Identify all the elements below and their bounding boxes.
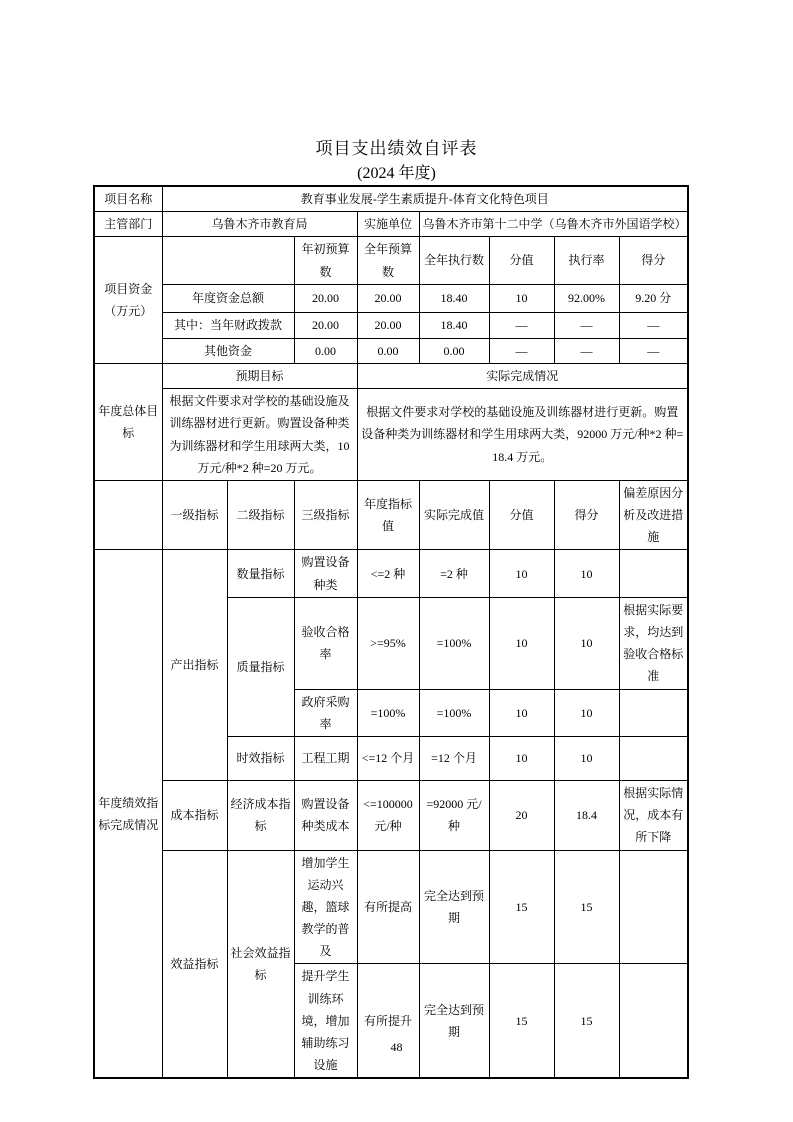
indicator-target: <=12 个月	[357, 736, 419, 780]
funds-other-annual: 0.00	[357, 338, 419, 363]
expected-goal-header: 预期目标	[162, 363, 357, 388]
page-title: 项目支出绩效自评表	[315, 139, 478, 158]
indicator-level1-cost: 成本指标	[162, 780, 227, 850]
funds-row-label: 项目资金（万元）	[94, 237, 162, 364]
funds-fiscal-label: 其中：当年财政拨款	[162, 312, 294, 338]
table-row	[94, 850, 688, 964]
indicator-target: <=2 种	[357, 550, 419, 597]
indicator-level3-training-environment: 提升学生训练环境，增加辅助练习设施	[294, 964, 357, 1078]
indicator-level2-quantity: 数量指标	[227, 550, 294, 597]
table-row	[94, 550, 688, 597]
indicator-actual: =100%	[419, 689, 489, 736]
indicator-actual: =92000 元/种	[419, 780, 489, 850]
impl-unit-label: 实施单位	[357, 212, 419, 237]
indicator-remark: 根据实际要求，均达到验收合格标准	[619, 597, 688, 689]
funds-other-exec-rate: —	[554, 338, 619, 363]
expected-goal-text: 根据文件要求对学校的基础设施及训练器材进行更新。购置设备种类为训练器材和学生用球两大类，10 万元/种*2 种=20 万元。	[162, 389, 357, 481]
indicator-score-max: 20	[489, 780, 554, 850]
table-row	[94, 338, 688, 363]
indicator-score-max: 10	[489, 550, 554, 597]
indicator-level3-project-duration: 工程工期	[294, 736, 357, 780]
indicator-level2-quality: 质量指标	[227, 597, 294, 736]
table-row	[94, 389, 688, 481]
indicator-actual: =100%	[419, 597, 489, 689]
dept-value: 乌鲁木齐市教育局	[162, 212, 357, 237]
indicator-level3-equipment-cost: 购置设备种类成本	[294, 780, 357, 850]
funds-total-score: 9.20 分	[619, 284, 688, 312]
indicator-actual: =2 种	[419, 550, 489, 597]
table-row	[94, 186, 688, 212]
project-name-value: 教育事业发展-学生素质提升-体育文化特色项目	[162, 186, 688, 212]
indicator-header-level3: 三级指标	[294, 480, 357, 550]
indicator-score: 10	[554, 736, 619, 780]
funds-col-header-initial-budget: 年初预算数	[294, 237, 357, 284]
table-row	[94, 284, 688, 312]
indicator-target: <=100000 元/种	[357, 780, 419, 850]
page-subtitle: (2024 年度)	[357, 165, 436, 182]
indicator-remark	[619, 689, 688, 736]
funds-fiscal-executed: 18.40	[419, 312, 489, 338]
funds-total-score-max: 10	[489, 284, 554, 312]
impl-unit-value: 乌鲁木齐市第十二中学（乌鲁木齐市外国语学校）	[419, 212, 688, 237]
indicator-score-max: 10	[489, 736, 554, 780]
indicator-remark	[619, 550, 688, 597]
funds-col-header-exec-rate: 执行率	[554, 237, 619, 284]
indicator-remark	[619, 736, 688, 780]
funds-fiscal-score-max: —	[489, 312, 554, 338]
table-row	[94, 312, 688, 338]
indicator-score: 15	[554, 850, 619, 964]
indicator-level3-procurement-rate: 政府采购率	[294, 689, 357, 736]
indicator-header-level1: 一级指标	[162, 480, 227, 550]
indicator-score: 10	[554, 597, 619, 689]
funds-total-executed: 18.40	[419, 284, 489, 312]
table-row	[94, 363, 688, 388]
funds-other-executed: 0.00	[419, 338, 489, 363]
indicator-score-max: 10	[489, 689, 554, 736]
indicator-blank-cell	[94, 480, 162, 550]
funds-total-annual: 20.00	[357, 284, 419, 312]
funds-other-score: —	[619, 338, 688, 363]
dept-label: 主管部门	[94, 212, 162, 237]
funds-blank-cell	[162, 237, 294, 284]
project-name-label: 项目名称	[94, 186, 162, 212]
actual-completion-header: 实际完成情况	[357, 363, 688, 388]
funds-total-initial: 20.00	[294, 284, 357, 312]
indicator-level2-social-benefit: 社会效益指标	[227, 850, 294, 1078]
indicator-level3-acceptance-rate: 验收合格率	[294, 597, 357, 689]
indicators-row-label: 年度绩效指标完成情况	[94, 550, 162, 1078]
table-row	[94, 237, 688, 284]
indicator-actual: 完全达到预期	[419, 850, 489, 964]
indicator-score: 10	[554, 550, 619, 597]
funds-col-header-annual-budget: 全年预算数	[357, 237, 419, 284]
funds-fiscal-annual: 20.00	[357, 312, 419, 338]
indicator-target: 有所提升	[357, 964, 419, 1078]
indicator-level2-economic-cost: 经济成本指标	[227, 780, 294, 850]
indicator-score-max: 15	[489, 850, 554, 964]
indicator-actual: =12 个月	[419, 736, 489, 780]
funds-other-score-max: —	[489, 338, 554, 363]
indicator-level3-sports-interest: 增加学生运动兴趣，篮球教学的普及	[294, 850, 357, 964]
funds-total-label: 年度资金总额	[162, 284, 294, 312]
funds-col-header-executed: 全年执行数	[419, 237, 489, 284]
funds-fiscal-score: —	[619, 312, 688, 338]
funds-other-initial: 0.00	[294, 338, 357, 363]
indicator-header-score: 得分	[554, 480, 619, 550]
indicator-level1-benefit: 效益指标	[162, 850, 227, 1078]
indicator-score-max: 15	[489, 964, 554, 1078]
funds-fiscal-exec-rate: —	[554, 312, 619, 338]
indicator-score: 15	[554, 964, 619, 1078]
indicator-score: 10	[554, 689, 619, 736]
table-row	[94, 780, 688, 850]
funds-total-exec-rate: 92.00%	[554, 284, 619, 312]
annual-goal-row-label: 年度总体目标	[94, 363, 162, 480]
indicator-remark: 根据实际情况，成本有所下降	[619, 780, 688, 850]
table-row	[94, 480, 688, 550]
page-number: 48	[390, 1040, 403, 1054]
funds-col-header-score: 得分	[619, 237, 688, 284]
funds-col-header-score-max: 分值	[489, 237, 554, 284]
indicator-level3-equipment-types: 购置设备种类	[294, 550, 357, 597]
indicator-score: 18.4	[554, 780, 619, 850]
indicator-remark	[619, 850, 688, 964]
table-row	[94, 212, 688, 237]
funds-fiscal-initial: 20.00	[294, 312, 357, 338]
performance-self-evaluation-table	[93, 185, 689, 1079]
indicator-header-level2: 二级指标	[227, 480, 294, 550]
indicator-target: 有所提高	[357, 850, 419, 964]
funds-other-label: 其他资金	[162, 338, 294, 363]
indicator-level2-timeliness: 时效指标	[227, 736, 294, 780]
actual-completion-text: 根据文件要求对学校的基础设施及训练器材进行更新。购置设备种类为训练器材和学生用球两大类，92000 万元/种*2 种=18.4 万元。	[357, 389, 688, 481]
indicator-level1-output: 产出指标	[162, 550, 227, 781]
indicator-header-target: 年度指标值	[357, 480, 419, 550]
indicator-target: >=95%	[357, 597, 419, 689]
indicator-actual: 完全达到预期	[419, 964, 489, 1078]
indicator-score-max: 10	[489, 597, 554, 689]
indicator-header-actual: 实际完成值	[419, 480, 489, 550]
indicator-header-remark: 偏差原因分析及改进措施	[619, 480, 688, 550]
indicator-header-score-max: 分值	[489, 480, 554, 550]
indicator-target: =100%	[357, 689, 419, 736]
indicator-remark	[619, 964, 688, 1078]
